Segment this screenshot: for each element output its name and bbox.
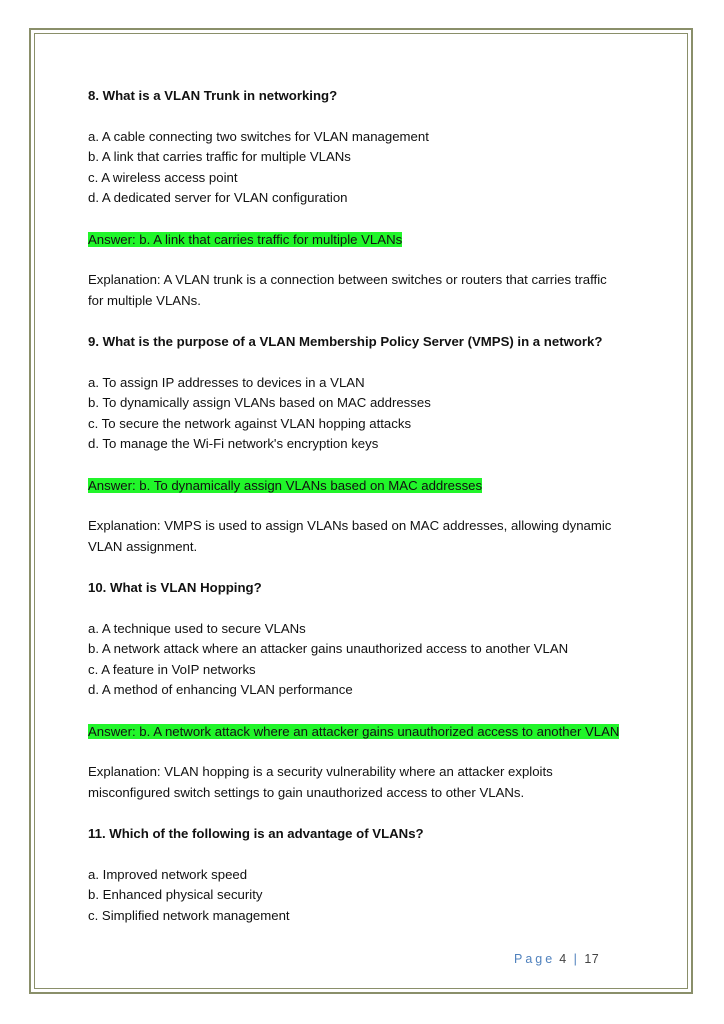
- page-footer: [514, 952, 599, 966]
- option-a: a. A technique used to secure VLANs: [88, 620, 306, 636]
- explanation-line: Explanation: VMPS is used to assign VLANs based on MAC addresses, allowing dynamic: [88, 518, 612, 533]
- explanation-line: VLAN assignment.: [88, 538, 198, 554]
- explanation-line: Explanation: A VLAN trunk is a connection between switches or routers that carries traffic: [88, 272, 607, 287]
- explanation: [88, 516, 648, 557]
- option-c: c. A wireless access point: [88, 169, 238, 185]
- explanation: [88, 762, 648, 803]
- option-a: a. A cable connecting two switches for VLAN management: [88, 128, 429, 144]
- option-b: b. Enhanced physical security: [88, 887, 263, 902]
- option-c: c. A feature in VoIP networks: [88, 661, 256, 677]
- option-a: a. Improved network speed: [88, 866, 248, 882]
- document-content: [88, 86, 648, 947]
- explanation-line: misconfigured switch settings to gain unauthorized access to other VLANs.: [88, 784, 525, 800]
- options-list: [88, 127, 648, 209]
- question-block-8: [88, 86, 648, 311]
- option-d: d. A dedicated server for VLAN configuration: [88, 190, 348, 205]
- question-block-9: [88, 332, 648, 557]
- answer-highlight: Answer: b. To dynamically assign VLANs based on MAC addresses: [88, 477, 483, 493]
- total-pages: 17: [584, 952, 600, 966]
- option-c: c. To secure the network against VLAN hopping attacks: [88, 415, 412, 431]
- question-heading: 11. Which of the following is an advantage of VLANs?: [88, 826, 424, 841]
- explanation-line: for multiple VLANs.: [88, 292, 201, 308]
- explanation-line: Explanation: VLAN hopping is a security vulnerability where an attacker exploits: [88, 764, 553, 779]
- explanation: [88, 270, 648, 311]
- question-block-10: [88, 578, 648, 803]
- answer-highlight: Answer: b. A network attack where an attacker gains unauthorized access to another VLAN: [88, 723, 620, 739]
- option-a: a. To assign IP addresses to devices in a VLAN: [88, 374, 365, 390]
- page-word: Page: [514, 952, 556, 966]
- option-b: b. A link that carries traffic for multiple VLANs: [88, 149, 351, 164]
- question-heading: 9. What is the purpose of a VLAN Membership Policy Server (VMPS) in a network?: [88, 334, 603, 349]
- option-b: b. To dynamically assign VLANs based on MAC addresses: [88, 395, 431, 410]
- question-heading: 10. What is VLAN Hopping?: [88, 580, 262, 595]
- option-c: c. Simplified network management: [88, 907, 290, 923]
- options-list: [88, 619, 648, 701]
- options-list: [88, 865, 648, 927]
- option-d: d. To manage the Wi-Fi network's encryption keys: [88, 436, 379, 451]
- option-b: b. A network attack where an attacker gains unauthorized access to another VLAN: [88, 641, 569, 656]
- question-heading: 8. What is a VLAN Trunk in networking?: [88, 88, 338, 103]
- question-block-11: [88, 824, 648, 926]
- answer-highlight: Answer: b. A link that carries traffic for multiple VLANs: [88, 231, 403, 247]
- page-number: 4: [559, 952, 567, 966]
- page-separator: |: [573, 952, 578, 966]
- option-d: d. A method of enhancing VLAN performance: [88, 682, 353, 697]
- options-list: [88, 373, 648, 455]
